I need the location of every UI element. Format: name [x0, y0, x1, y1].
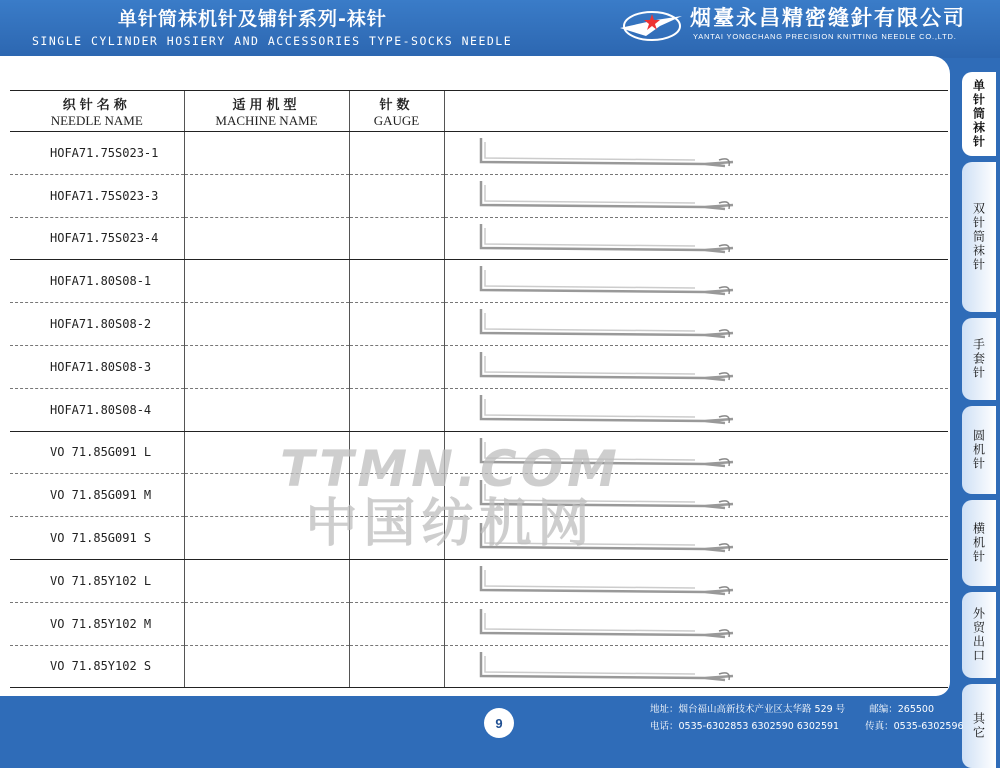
- gauge-cell: [349, 517, 444, 560]
- needle-image-cell: [444, 217, 948, 260]
- footer-phone: 电话：0535-6302853 6302590 6302591: [650, 721, 840, 732]
- table-row: [10, 474, 948, 517]
- needle-image-cell: [444, 345, 948, 388]
- gauge-cell: [349, 303, 444, 346]
- gauge-cell: [349, 388, 444, 431]
- needle-image: [475, 264, 745, 300]
- needle-name-cell: HOFA71.80S08-4: [10, 388, 184, 431]
- needle-image-cell: [444, 174, 948, 217]
- needle-name-cell: HOFA71.75S023-3: [10, 174, 184, 217]
- header-image: [444, 91, 948, 132]
- needle-image: [475, 222, 745, 258]
- table-header-row: [10, 91, 948, 132]
- needle-image: [475, 607, 745, 643]
- header-needle-name-cn: 织针名称: [62, 97, 131, 113]
- header-machine-name-en: MACHINE NAME: [215, 112, 318, 128]
- needle-image: [475, 307, 745, 343]
- company-logo-icon: [616, 6, 686, 46]
- needle-image-cell: [444, 260, 948, 303]
- page-number: 9: [484, 708, 514, 738]
- header-machine-name: [184, 91, 349, 132]
- page-title-en: SINGLE CYLINDER HOSIERY AND ACCESSORIES TYPE-SOCKS NEEDLE: [32, 34, 513, 48]
- needle-image-cell: [444, 431, 948, 474]
- company-name-cn: 烟臺永昌精密缝針有限公司: [690, 6, 966, 30]
- footer-fax: 传真：0535-6302596: [865, 721, 964, 732]
- tab-category-2[interactable]: 手套针: [962, 318, 996, 400]
- machine-name-cell: [184, 174, 349, 217]
- tab-category-0[interactable]: 单针筒袜针: [962, 72, 996, 156]
- needle-name-cell: HOFA71.80S08-3: [10, 345, 184, 388]
- needle-name-cell: VO 71.85Y102 L: [10, 559, 184, 602]
- gauge-cell: [349, 645, 444, 688]
- needle-table: [10, 90, 948, 688]
- needle-image-cell: [444, 388, 948, 431]
- needle-name-cell: HOFA71.75S023-4: [10, 217, 184, 260]
- needle-image: [475, 436, 745, 472]
- needle-image-cell: [444, 303, 948, 346]
- needle-name-cell: VO 71.85G091 L: [10, 431, 184, 474]
- header-needle-name-en: NEEDLE NAME: [50, 112, 143, 128]
- table-row: [10, 345, 948, 388]
- gauge-cell: [349, 559, 444, 602]
- needle-image-cell: [444, 132, 948, 175]
- machine-name-cell: [184, 431, 349, 474]
- gauge-cell: [349, 260, 444, 303]
- header-bar: [0, 0, 1000, 58]
- needle-table-container: [10, 90, 948, 686]
- needle-name-cell: VO 71.85G091 M: [10, 474, 184, 517]
- needle-name-cell: VO 71.85Y102 S: [10, 645, 184, 688]
- gauge-cell: [349, 345, 444, 388]
- table-row: [10, 388, 948, 431]
- machine-name-cell: [184, 303, 349, 346]
- table-row: [10, 132, 948, 175]
- tab-category-3[interactable]: 圆机针: [962, 406, 996, 494]
- needle-image-cell: [444, 645, 948, 688]
- header-machine-name-cn: 适用机型: [232, 97, 301, 113]
- machine-name-cell: [184, 474, 349, 517]
- table-row: [10, 431, 948, 474]
- gauge-cell: [349, 602, 444, 645]
- company-name-en: YANTAI YONGCHANG PRECISION KNITTING NEEDLE CO.,LTD.: [693, 32, 957, 41]
- header-gauge: [349, 91, 444, 132]
- footer-postcode: 邮编：265500: [869, 704, 935, 715]
- needle-image-cell: [444, 602, 948, 645]
- machine-name-cell: [184, 645, 349, 688]
- table-row: [10, 303, 948, 346]
- needle-image: [475, 393, 745, 429]
- footer: [650, 701, 964, 735]
- needle-image: [475, 650, 745, 686]
- needle-image: [475, 136, 745, 172]
- needle-name-cell: HOFA71.75S023-1: [10, 132, 184, 175]
- header-gauge-en: GAUGE: [373, 112, 420, 128]
- table-row: [10, 517, 948, 560]
- table-row: [10, 260, 948, 303]
- gauge-cell: [349, 132, 444, 175]
- table-row: [10, 559, 948, 602]
- needle-name-cell: VO 71.85Y102 M: [10, 602, 184, 645]
- table-row: [10, 217, 948, 260]
- needle-name-cell: HOFA71.80S08-2: [10, 303, 184, 346]
- tab-category-6[interactable]: 其它: [962, 684, 996, 768]
- watermark-line1: TTMN.COM: [280, 440, 621, 498]
- watermark-line2: 中国纺机网: [305, 494, 596, 554]
- machine-name-cell: [184, 345, 349, 388]
- footer-address: 地址：烟台福山高新技术产业区太华路 529 号: [650, 704, 846, 715]
- needle-name-cell: HOFA71.80S08-1: [10, 260, 184, 303]
- needle-image: [475, 350, 745, 386]
- gauge-cell: [349, 474, 444, 517]
- machine-name-cell: [184, 217, 349, 260]
- gauge-cell: [349, 217, 444, 260]
- machine-name-cell: [184, 388, 349, 431]
- machine-name-cell: [184, 260, 349, 303]
- needle-image: [475, 521, 745, 557]
- needle-name-cell: VO 71.85G091 S: [10, 517, 184, 560]
- tab-category-1[interactable]: 双针筒袜针: [962, 162, 996, 312]
- tab-category-4[interactable]: 横机针: [962, 500, 996, 586]
- needle-image: [475, 478, 745, 514]
- machine-name-cell: [184, 132, 349, 175]
- needle-image-cell: [444, 474, 948, 517]
- tab-category-5[interactable]: 外贸出口: [962, 592, 996, 678]
- content-page: [0, 56, 950, 696]
- machine-name-cell: [184, 517, 349, 560]
- needle-image-cell: [444, 517, 948, 560]
- table-row: [10, 174, 948, 217]
- page-title-cn: 单针筒袜机针及铺针系列-袜针: [118, 8, 387, 30]
- machine-name-cell: [184, 559, 349, 602]
- table-row: [10, 602, 948, 645]
- header-gauge-cn: 针数: [379, 97, 414, 113]
- needle-image: [475, 179, 745, 215]
- header-needle-name: [10, 91, 184, 132]
- gauge-cell: [349, 174, 444, 217]
- needle-image: [475, 564, 745, 600]
- machine-name-cell: [184, 602, 349, 645]
- table-row: [10, 645, 948, 688]
- gauge-cell: [349, 431, 444, 474]
- needle-image-cell: [444, 559, 948, 602]
